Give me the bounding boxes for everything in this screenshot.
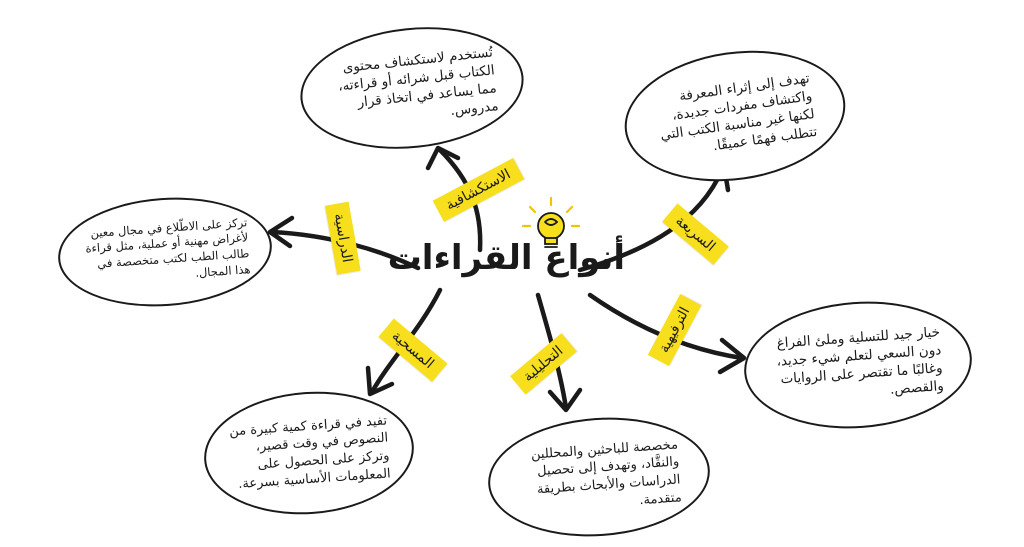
page-title: أنواع القراءات [387,238,625,278]
bubble-recreational-text: خيار جيد للتسلية وملئ الفراغ دون السعي لتعلم شيء جديد، وغالبًا ما تقتصر على الروايات والقصص. [776,323,945,399]
bubble-fast-text: تهدف إلى إثراء المعرفة واكتشاف مفردات جديدة، لكنها غير مناسبة الكتب التي تتطلب فهمًا عميقًا. [659,69,819,155]
bubble-study-text: تركز على الاطّلاع في مجال معين لأغراض مهنية أو عملية، مثل قراءة طالب الطب لكتب متخصصة في هذا المجال. [85,215,251,280]
tag-survey: المسحية [378,318,447,381]
tag-analytical: التحليلية [510,333,576,394]
tag-exploratory: الاستكشافية [433,158,524,222]
tag-study: الدراسية [325,202,361,275]
tag-recreational: الترفيهية [648,294,702,366]
bubble-analytical-text: مخصصة للباحثين والمحللين والنقَّاد، وتهدف إلى تحصيل الدراسات والأبحاث بطريقة متقدمة. [530,437,683,508]
bubble-survey-text: تفيد في قراءة كمية كبيرة من النصوص في وقت قصير، وتركز على الحصول على المعلومات الأساسية بسرعة. [228,413,392,492]
bubble-exploratory-text: تُستخدم لاستكشاف محتوى الكتاب قبل شرائه أو قراءته، مما يساعد في اتخاذ قرار مدروس. [337,43,500,120]
tag-fast: السريعة [662,203,728,264]
